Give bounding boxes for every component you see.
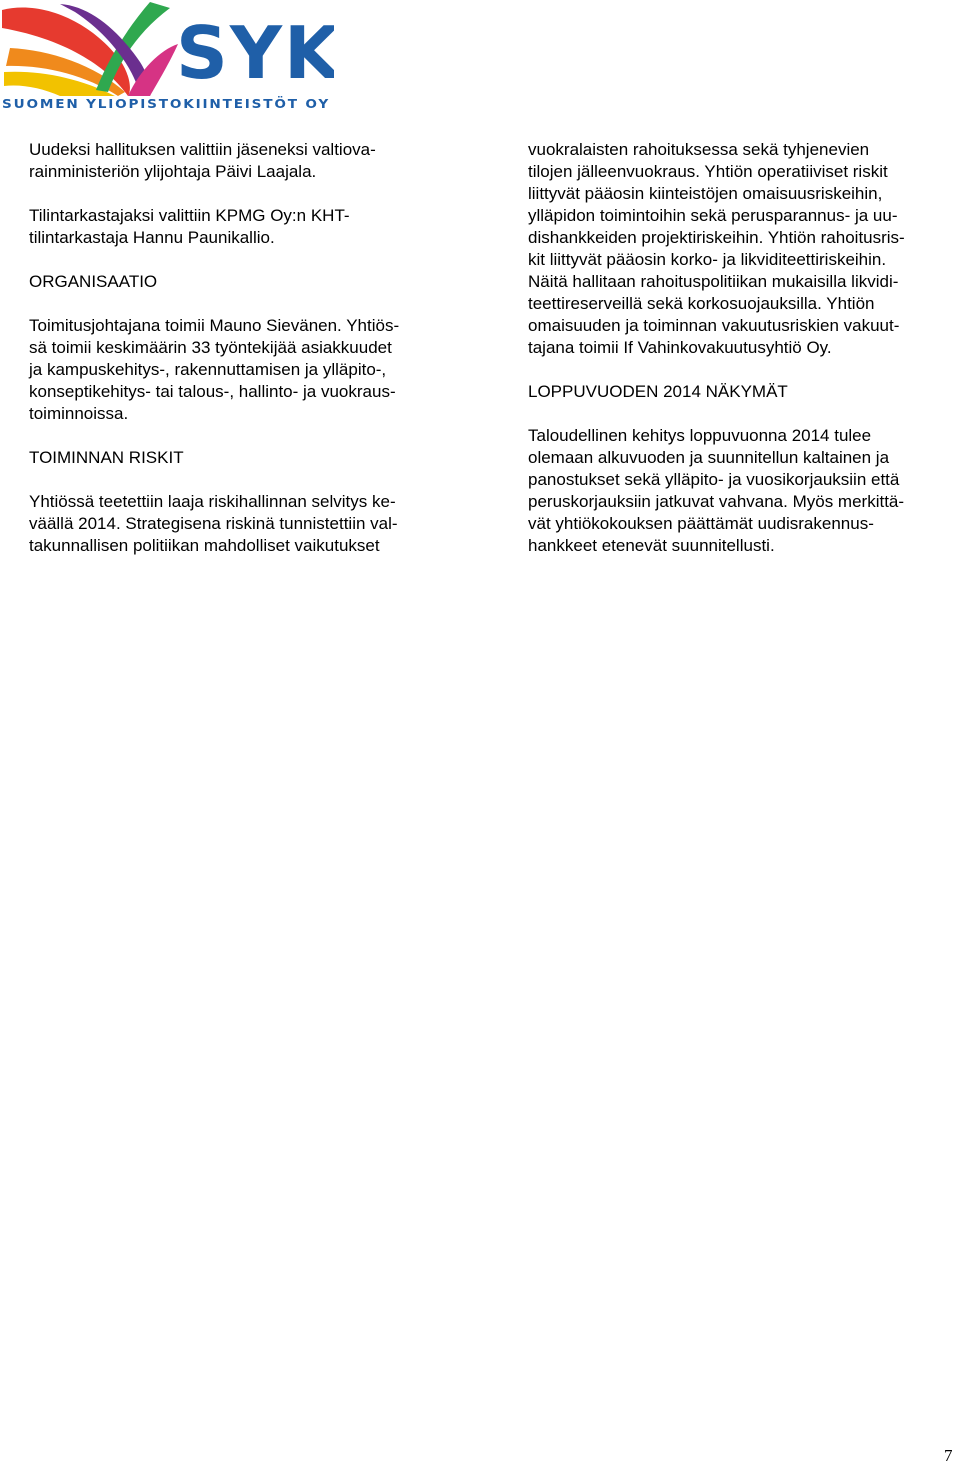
organisation-paragraph: Toimitusjohtajana toimii Mauno Sievänen. Yhtiös- sä toimii keskimäärin 33 työntekijää asiakkuudet ja kampuskehitys-, rakennuttamisen ja ylläpito-, konseptikehitys- tai talous-, hallinto- ja vuokraus- toiminnoissa.	[29, 316, 400, 423]
heading-outlook: LOPPUVUODEN 2014 NÄKYMÄT	[528, 382, 788, 401]
heading-operational-risks: TOIMINNAN RISKIT	[29, 448, 184, 467]
right-column	[528, 139, 953, 579]
outlook-paragraph: Taloudellinen kehitys loppuvuonna 2014 tulee olemaan alkuvuoden ja suunnitellun kaltainen ja panostukset sekä ylläpito- ja vuosikorjauksiin että peruskorjauksiin jatkuvat vahvana. Myös merkittä- vät yhtiökokouksen päättämät uudisrakennus- hankkeet etenevät suunnitellusti.	[528, 426, 905, 555]
left-column	[29, 139, 469, 579]
auditor-paragraph: Tilintarkastajaksi valittiin KPMG Oy:n KHT- tilintarkastaja Hannu Paunikallio.	[29, 206, 350, 247]
syk-logo	[0, 0, 334, 112]
logo-graphic	[0, 0, 334, 112]
logo-company-name: SUOMEN YLIOPISTOKIINTEISTÖT OY	[2, 97, 292, 111]
risks-paragraph: Yhtiössä teetettiin laaja riskihallinnan selvitys ke- väällä 2014. Strategisena riskinä tunnistettiin val- takunnallisen politiikan mahdolliset vaikutukset	[29, 492, 398, 555]
page-number: 7	[944, 1446, 953, 1465]
logo-brand-text: SYK	[176, 11, 334, 95]
risks-continued-paragraph: vuokralaisten rahoituksessa sekä tyhjenevien tilojen jälleenvuokraus. Yhtiön operatiiviset riskit liittyvät pääosin kiinteistöjen omaisuusriskeihin, ylläpidon toimintoihin sekä perusparannus- ja uu- dishankkeiden projektiriskeihin. Yhtiön rahoitusris- kit liittyvät pääosin korko- ja likviditeettiriskeihin. Näitä hallitaan rahoituspolitiikan mukaisilla likvidi- teettireserveillä sekä korkosuojauksilla. Yhtiön omaisuuden ja toiminnan vakuutusriskien vakuut- tajana toimii If Vahinkovakuutusyhtiö Oy.	[528, 140, 905, 357]
board-member-paragraph: Uudeksi hallituksen valittiin jäseneksi valtiova- rainministeriön ylijohtaja Päivi Laajala.	[29, 140, 376, 181]
heading-organisation: ORGANISAATIO	[29, 272, 158, 291]
